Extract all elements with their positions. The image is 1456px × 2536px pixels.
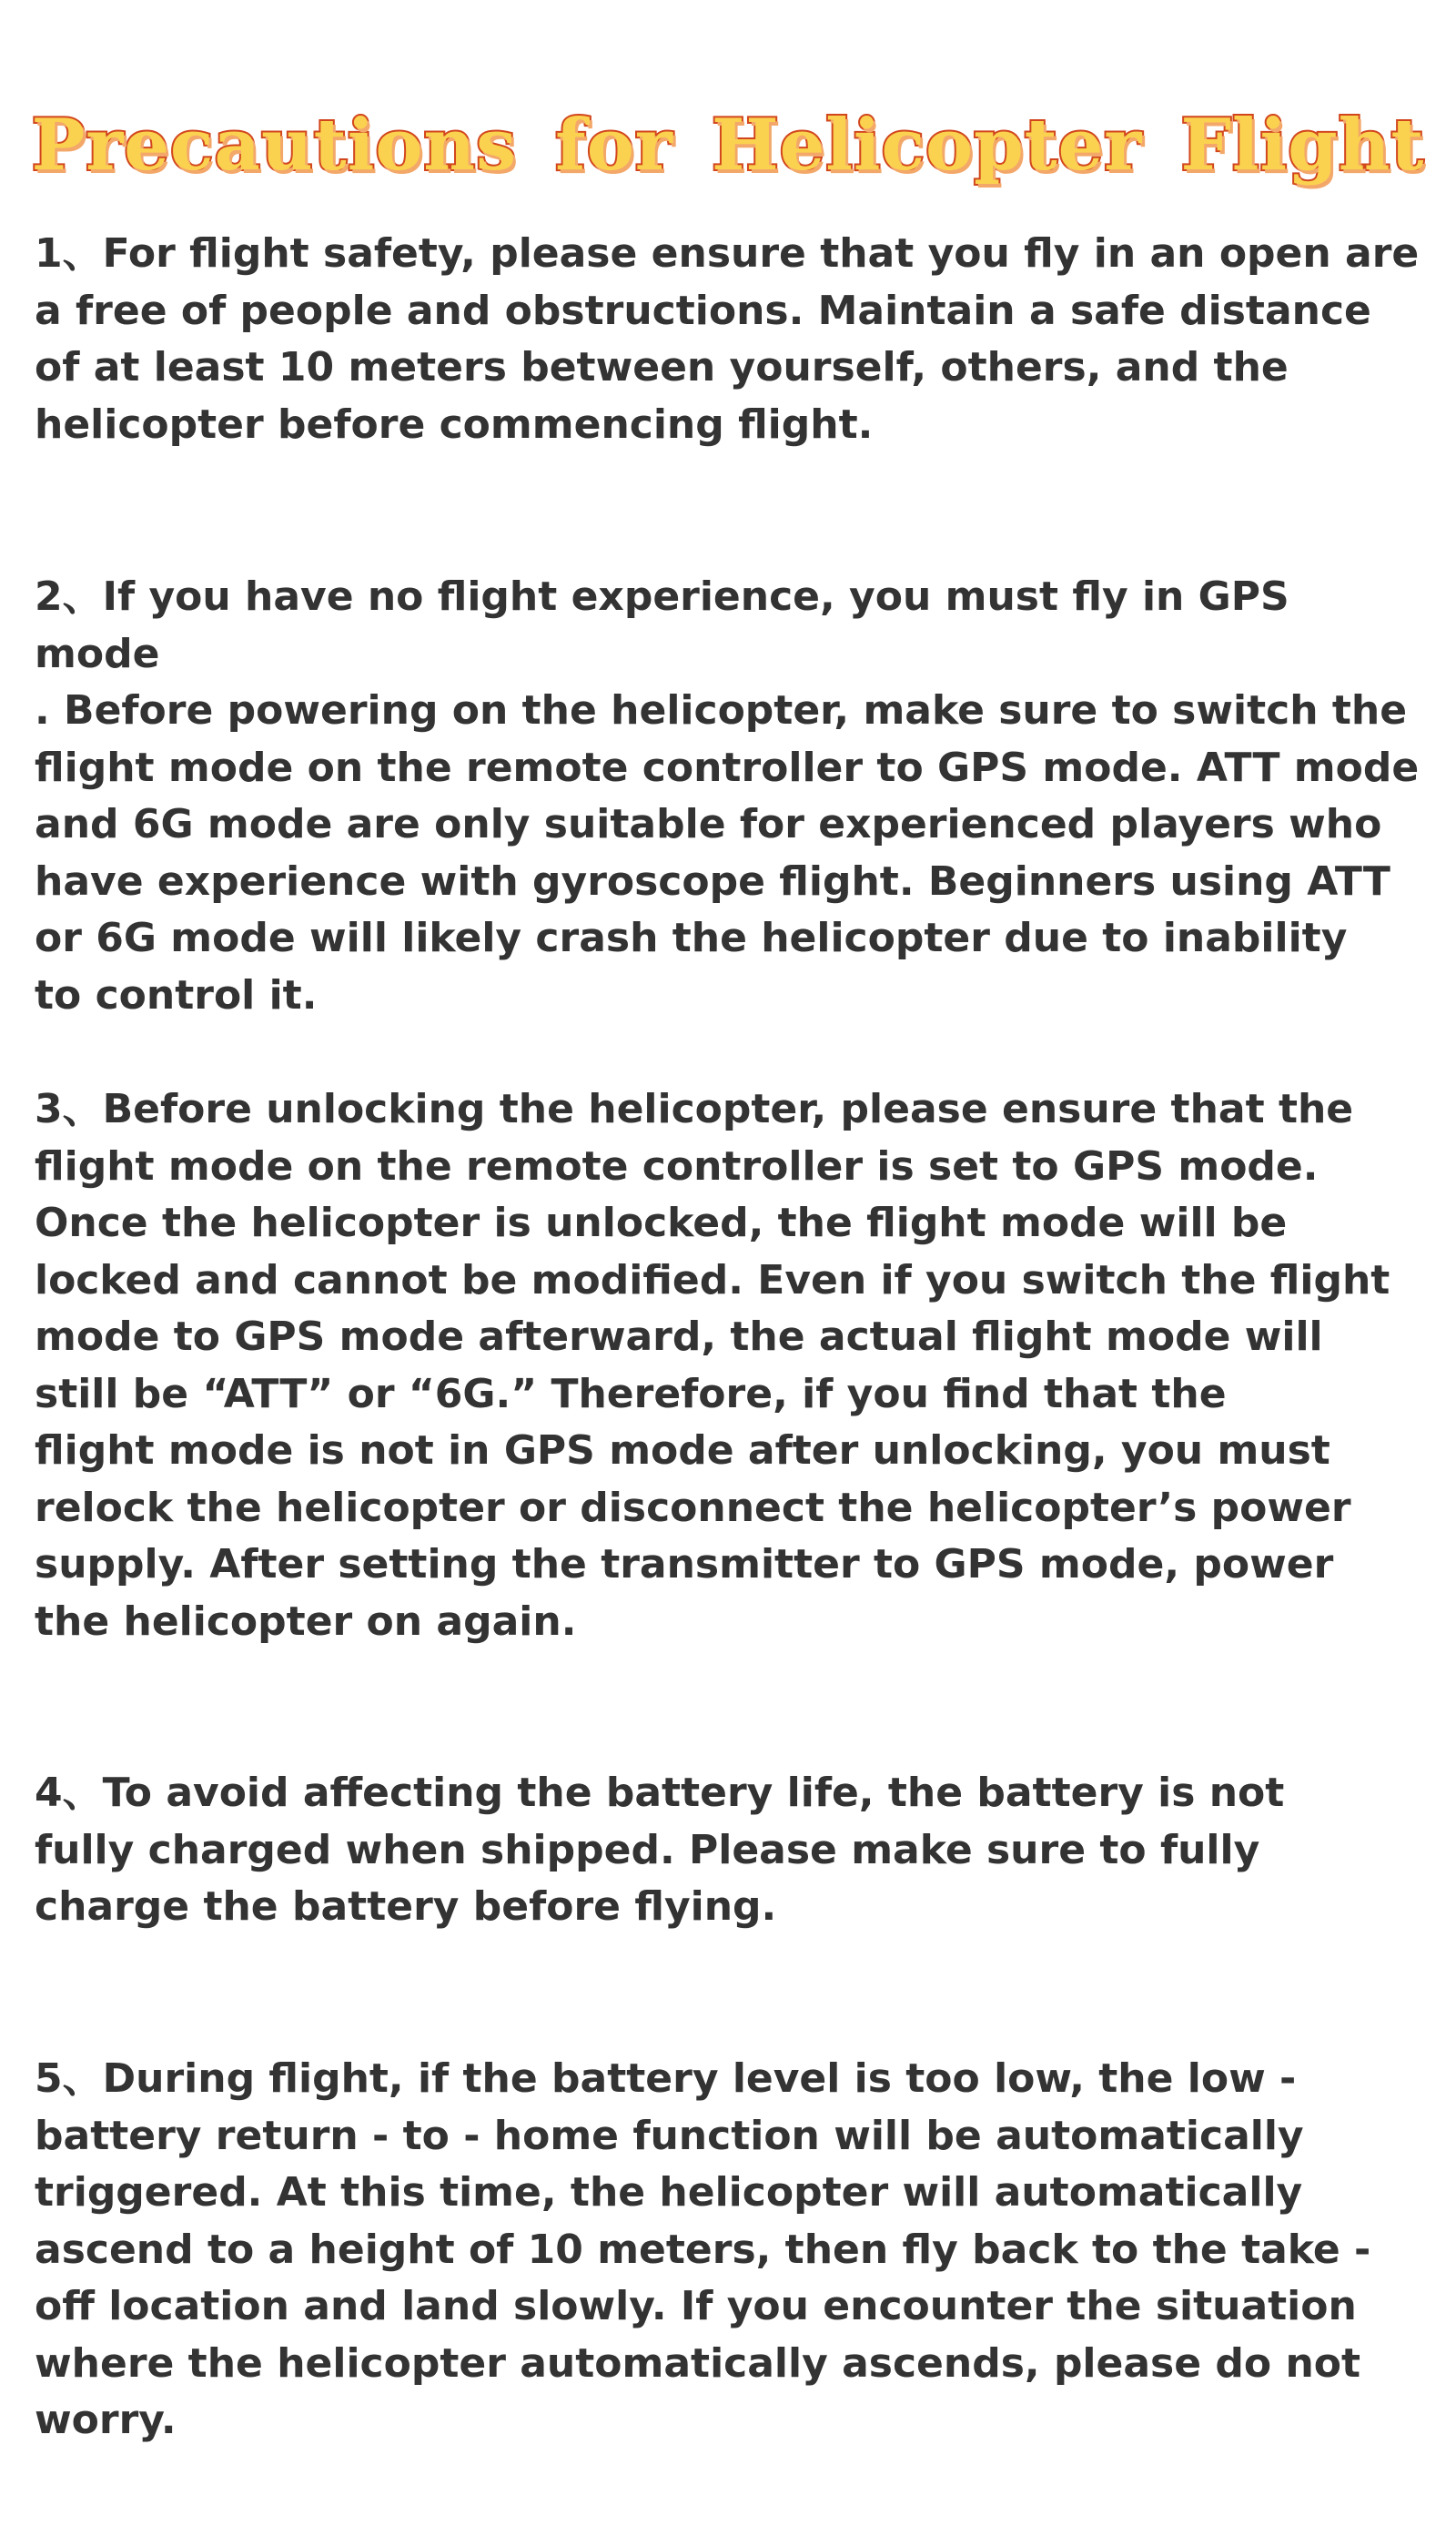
precaution-item-3: 3、Before unlocking the helicopter, please ensure that the flight mode on the remote controller is set to GPS mode. Once the helicopter is unlocked, the flight mode will be locked and cannot be modified. Even if you switch the flight mode to GPS mode afterward, the actual flight mode will still be “ATT” or “6G.” Therefore, if you find that the flight mode is not in GPS mode after unlocking, you must relock the helicopter or disconnect the helicopter’s power supply. After setting the transmitter to GPS mode, power the helicopter on again.	[35, 1086, 1390, 1645]
page-title: Precautions for Helicopter Flight	[31, 104, 1425, 188]
precaution-item-2: 2、If you have no flight experience, you must fly in GPS mode . Before powering on the helicopter, make sure to switch the flight mode on the remote controller to GPS mode. ATT mode and 6G mode are only suitable for experienced players who have experience with gyroscope flight. Beginners using ATT or 6G mode will likely crash the helicopter due to inability to control it.	[35, 573, 1420, 1019]
precaution-item-5: 5、During flight, if the battery level is too low, the low - battery return - to - home function will be automatically triggered. At this time, the helicopter will automatically ascend to a height of 10 meters, then fly back to the take - off location and land slowly. If you encounter the situation where the helicopter automatically ascends, please do not worry.	[35, 2055, 1371, 2443]
precaution-item-4: 4、To avoid affecting the battery life, the battery is not fully charged when shipped. Please make sure to fully charge the battery before flying.	[35, 1770, 1285, 1930]
precaution-item-1: 1、For flight safety, please ensure that you fly in an open are a free of people and obstructions. Maintain a safe distance of at least 10 meters between yourself, others, and the helicopter before commencing flight.	[35, 230, 1420, 448]
